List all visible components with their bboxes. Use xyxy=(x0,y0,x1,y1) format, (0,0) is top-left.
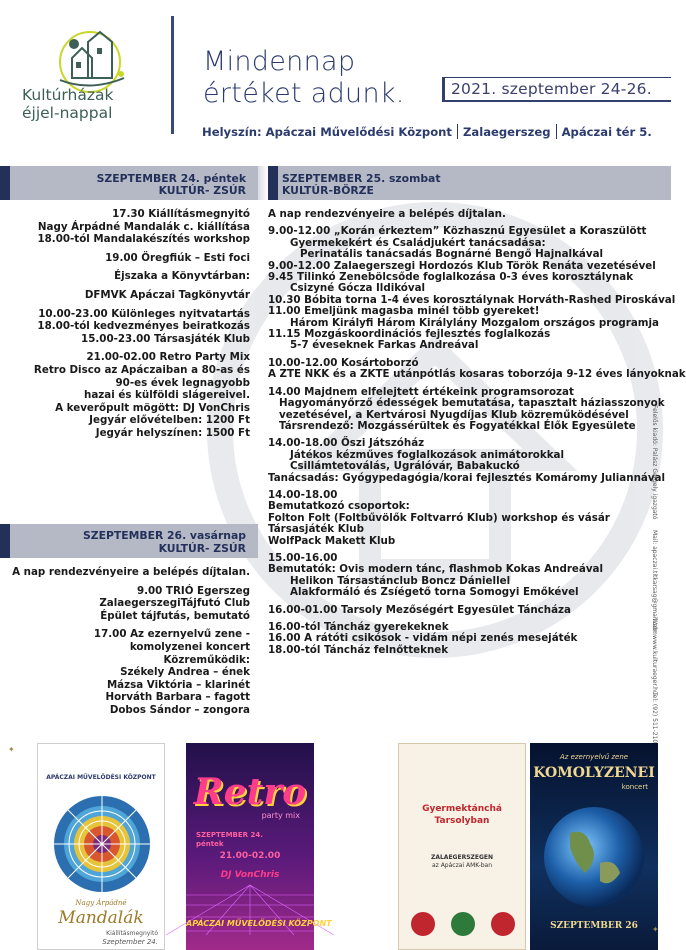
saturday-line: Játékos kézműves foglalkozások animátorokkal xyxy=(290,448,565,461)
poster-dj: DJ VonChris xyxy=(220,870,280,880)
saturday-line: 10.00-12.00 Kosártoborzó xyxy=(268,356,419,369)
saturday-line: Perinatális tanácsadás Bognárné Bengő Hajnalkával xyxy=(300,248,604,261)
sunday-theme: KULTÚR- ZSÚR xyxy=(158,542,246,555)
sunday-line: Dobos Sándor – zongora xyxy=(109,703,250,716)
poster-subtitle: party mix xyxy=(261,811,300,820)
poster-note: Kiállításmegnyitó xyxy=(106,930,158,937)
saturday-line: 11.00 Emeljünk magasba minél több gyereket! xyxy=(268,305,540,318)
header-accent-bar xyxy=(0,166,10,200)
friday-line: Retro Disco az Apáczaiban a 80-as és xyxy=(33,363,250,376)
venue-separator xyxy=(457,124,458,139)
friday-line: 17.30 Kiállításmegnyitó xyxy=(112,208,250,220)
friday-line: 19.00 Öregfiúk – Esti foci xyxy=(105,251,250,264)
folk-decoration xyxy=(403,904,523,944)
saturday-line: 14.00 Majdnem elfelejtett értékeink programsorozat xyxy=(268,385,574,398)
sunday-line: komolyzenei koncert xyxy=(129,640,250,653)
saturday-line: Alakformáló és Zsíégető torna Somogyi Emőkével xyxy=(290,586,579,599)
saturday-line: 16.00-01.00 Tarsoly Mezőségért Egyesület Táncháza xyxy=(268,603,571,616)
friday-theme: KULTÚR- ZSÚR xyxy=(158,184,246,197)
poster-type: koncert xyxy=(621,783,648,791)
poster-venue: az Apáczai AMK-ban xyxy=(431,862,493,869)
sunday-line: ZalaegerszegiTájfutó Club xyxy=(99,597,250,610)
saturday-line: 14.00-18.00 xyxy=(268,488,338,501)
sunday-line: 17.00 Az ezernyelvű zene - xyxy=(93,628,250,641)
saturday-program xyxy=(268,209,686,656)
saturday-line: 11.15 Mozgáskoordinációs fejlesztés foglalkozás xyxy=(268,328,551,341)
poster-title: Retro xyxy=(193,771,307,813)
saturday-line: Csizyné Gócza Ildikóval xyxy=(290,282,426,295)
poster-city: ZALAEGERSZEGEN xyxy=(430,854,494,861)
saturday-line: 10.30 Bóbita torna 1-4 éves korosztálynak Horváth-Rashed Piroskával xyxy=(268,293,676,306)
poster-subtitle: Az ezernyelvű zene xyxy=(559,753,629,761)
header-accent-bar xyxy=(268,166,278,200)
friday-line: 90-es évek legnagyobb xyxy=(115,376,250,389)
earth-graphic xyxy=(540,803,648,911)
poster-day: péntek xyxy=(196,840,224,848)
poster-tanchaz xyxy=(398,743,526,950)
sunday-line: Épület tájfutás, bemutató xyxy=(100,609,250,622)
saturday-header xyxy=(268,166,671,200)
saturday-line: 9.45 Tilinkó Zenebölcsőde foglalkozása 0-3 éves korosztálynak xyxy=(268,271,634,284)
header-accent-bar xyxy=(0,524,10,558)
poster-venue: APÁCZAI MŰVELŐDÉSI KÖZPONT xyxy=(186,919,332,928)
saturday-line: 15.00-16.00 xyxy=(268,551,338,564)
poster-title: KOMOLYZENEI xyxy=(533,765,655,781)
poster-title-line2: Tarsolyban xyxy=(434,816,490,826)
saturday-date: SZEPTEMBER 25. szombat xyxy=(282,172,441,185)
header-divider xyxy=(171,16,174,134)
sunday-line: A nap rendezvényeire a belépés díjtalan. xyxy=(12,566,250,578)
sunday-program xyxy=(12,566,250,717)
saturday-line: WolfPack Makett Klub xyxy=(268,534,396,547)
poster-title: Mandalák xyxy=(58,908,144,928)
venue-label: Helyszín: Apáczai Művelődési Központ xyxy=(202,125,452,139)
credit-phone: Tel: (92) 511-210 xyxy=(651,692,658,744)
logo-text xyxy=(22,86,152,122)
saturday-line: 18.00-tól Táncház felnőtteknek xyxy=(268,643,449,656)
poster-title-line1: Gyermektánchá xyxy=(422,804,502,814)
poster-date: Szeptember 24. xyxy=(102,938,158,946)
logo-text-line2: éjjel-nappal xyxy=(22,104,113,122)
saturday-line: 9.00-12.00 „Korán érkeztem” Közhasznú Egyesület a Koraszülött xyxy=(268,225,647,238)
corner-logo-left: ✦ xyxy=(8,745,15,754)
title-line2: értéket adunk. xyxy=(203,78,405,109)
friday-line: Jegyár elővételben: 1200 Ft xyxy=(89,414,250,427)
saturday-theme: KULTÚR-BÖRZE xyxy=(282,184,374,197)
friday-program xyxy=(34,208,250,440)
saturday-line: Bemutatók: Ovis modern tánc, flashmob Kokas Andreával xyxy=(268,563,604,576)
sunday-header xyxy=(0,524,258,558)
logo-text-line1: Kultúrházak xyxy=(22,86,114,104)
saturday-line: A ZTE NKK és a ZKTE utánpótlás kosaras toborzója 9-12 éves lányoknak xyxy=(268,368,686,381)
saturday-line: Folton Folt (Foltbűvölők Foltvarró Klub) workshop és vásár xyxy=(268,511,610,524)
poster-retro xyxy=(186,743,332,950)
saturday-line: Társrendező: Mozgássérültek és Fogyatékkal Élők Egyesülete xyxy=(279,419,636,432)
sunday-date: SZEPTEMBER 26. vasárnap xyxy=(82,529,246,542)
friday-line: 18.00-tól kedvezményes beiratkozás xyxy=(37,320,250,333)
poster-mandala xyxy=(37,743,165,950)
saturday-line: Helikon Társastánclub Boncz Dániellel xyxy=(290,574,511,587)
friday-line: 10.00-23.00 Különleges nyitvatartás xyxy=(38,307,250,320)
mandala-graphic xyxy=(52,794,152,894)
saturday-line: Három Királyfi Három Királylány Mozgalom országos programja xyxy=(290,316,659,329)
sunday-line: Székely Andrea – ének xyxy=(120,666,250,679)
poster-venue: APÁCZAI MŰVELŐDÉSI KÖZPONT xyxy=(46,774,156,781)
friday-line: DFMVK Apáczai Tagkönyvtár xyxy=(84,288,250,301)
saturday-line: A nap rendezvényeire a belépés díjtalan. xyxy=(268,208,506,220)
credit-publisher: Felelős kiadó: Palász Gergely igazgató xyxy=(651,405,658,520)
saturday-line: Csillámtetoválás, Ugrálóvár, Babakuckó xyxy=(290,460,520,473)
poster-date: SZEPTEMBER 26 xyxy=(550,921,638,931)
saturday-line: Tanácsadás: Gyógypedagógia/korai fejlesztés Komáromy Juliannával xyxy=(268,471,666,484)
saturday-line: 9.00-12.00 Zalaegerszegi Hordozós Klub Török Renáta vezetésével xyxy=(268,259,656,272)
credit-web: Web: www.kulturaeger.hu xyxy=(651,618,658,695)
sunday-line: Horváth Barbara – fagott xyxy=(105,691,250,704)
venue-address: Apáczai tér 5. xyxy=(561,125,652,139)
credit-email: Mail: apaczai.titkarsag@gmail.com xyxy=(651,530,658,635)
friday-line: Éjszaka a Könyvtárban: xyxy=(114,270,250,283)
friday-line: 18.00-tól Mandalakészítés workshop xyxy=(37,233,250,246)
friday-date: SZEPTEMBER 24. péntek xyxy=(96,172,246,185)
saturday-line: vezetésével, a Kertvárosi Nyugdíjas Klub közreműködésével xyxy=(279,408,629,421)
saturday-line: Bemutatkozó csoportok: xyxy=(268,500,410,513)
poster-artist: Nagy Árpádné xyxy=(75,899,127,907)
poster-time: 21.00-02.00 xyxy=(219,851,281,861)
friday-line: hazai és külföldi slágereivel. xyxy=(84,389,250,402)
venue-line xyxy=(202,124,652,139)
saturday-line: 14.00-18.00 Őszi Játszóház xyxy=(268,437,425,450)
friday-line: 15.00-23.00 Társasjáték Klub xyxy=(81,332,250,345)
venue-city: Zalaegerszeg xyxy=(462,125,551,139)
friday-line: 21.00-02.00 Retro Party Mix xyxy=(86,351,250,364)
sunday-line: Közreműködik: xyxy=(163,653,250,666)
poster-date: SZEPTEMBER 24. xyxy=(196,831,263,839)
saturday-line: 5-7 éveseknek Farkas Andreával xyxy=(290,339,479,352)
sunday-line: 9.00 TRIÓ Egerszeg xyxy=(136,584,250,597)
friday-line: A keverőpult mögött: DJ VonChris xyxy=(55,401,250,414)
saturday-line: Hagyományőrző édességek bemutatása, tapasztalt háziasszonyok xyxy=(279,397,665,410)
event-date: 2021. szeptember 24-26. xyxy=(445,78,671,100)
venue-separator xyxy=(556,124,557,139)
friday-header xyxy=(0,166,258,200)
friday-line: Nagy Árpádné Mandalák c. kiállítása xyxy=(37,220,250,233)
friday-line: Jegyár helyszínen: 1500 Ft xyxy=(95,426,250,439)
header-gap xyxy=(258,166,268,200)
corner-logo-right: ✦ xyxy=(652,925,659,934)
saturday-line: Gyermekekért és Családjukért tanácsadása: xyxy=(290,236,546,249)
saturday-line: 16.00 A rátóti csikósok - vidám népi zenés mesejáték xyxy=(268,632,578,645)
sunday-line: Mázsa Viktória – klarinét xyxy=(106,678,250,691)
poster-koncert xyxy=(530,743,658,950)
title-line1: Mindennap xyxy=(203,46,356,77)
saturday-line: 16.00-tól Táncház gyerekeknek xyxy=(268,621,449,633)
page-title xyxy=(203,46,405,110)
saturday-line: Társasjáték Klub xyxy=(268,523,364,536)
